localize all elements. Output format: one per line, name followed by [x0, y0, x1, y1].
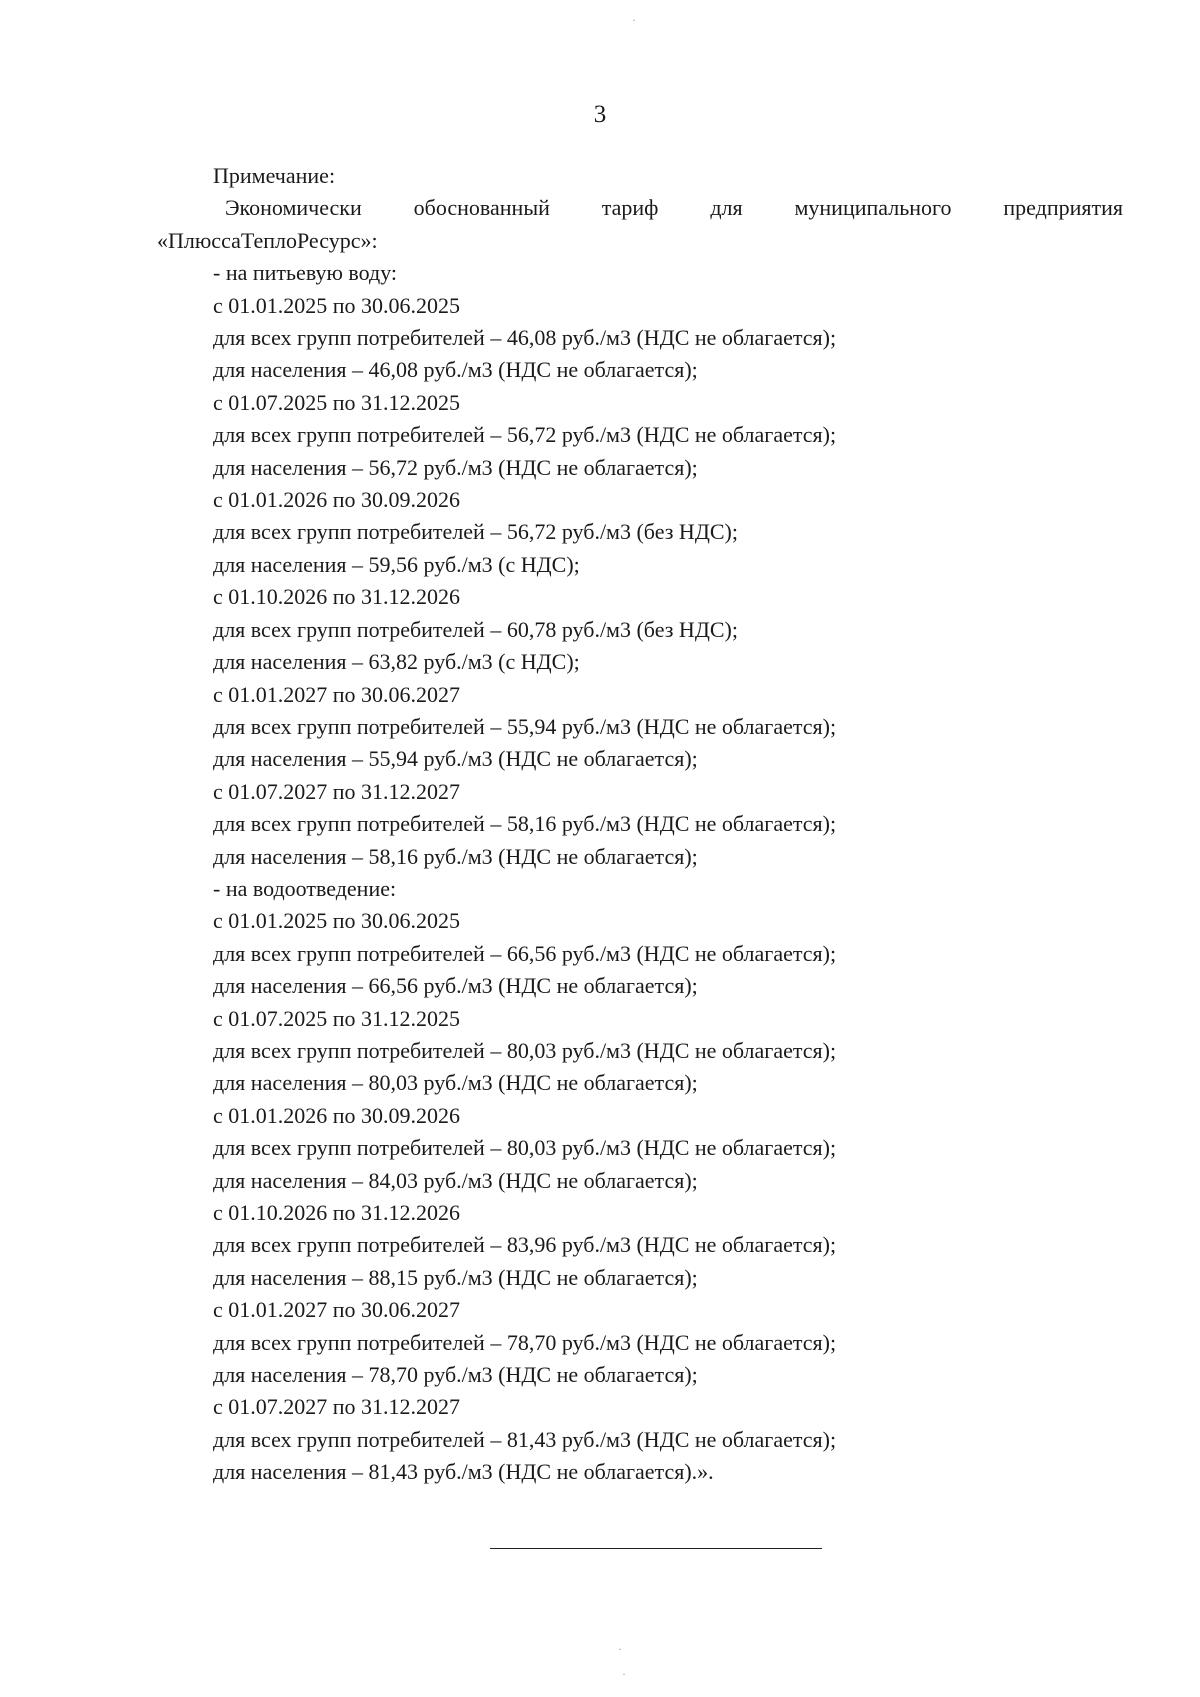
tariff-period: с 01.10.2026 по 31.12.2026: [213, 584, 461, 610]
tariff-population: для населения – 56,72 руб./м3 (НДС не облагается);: [213, 454, 698, 480]
tariff-population: для населения – 58,16 руб./м3 (НДС не облагается);: [213, 843, 698, 869]
tariff-population: для населения – 63,82 руб./м3 (с НДС);: [213, 649, 580, 675]
tariff-population: для населения – 81,43 руб./м3 (НДС не облагается).».: [213, 1459, 714, 1485]
tariff-period: с 01.07.2025 по 31.12.2025: [213, 1005, 461, 1031]
tariff-period: с 01.07.2027 по 31.12.2027: [213, 1394, 461, 1420]
tariff-population: для населения – 84,03 руб./м3 (НДС не облагается);: [213, 1167, 698, 1193]
tariff-all-groups: для всех групп потребителей – 46,08 руб./м3 (НДС не облагается);: [213, 325, 837, 351]
page-number: 3: [593, 101, 607, 128]
tariff-period: с 01.01.2026 по 30.09.2026: [213, 487, 461, 513]
intro-word: тариф: [601, 195, 659, 221]
tariff-period: с 01.07.2025 по 31.12.2025: [213, 389, 461, 415]
scan-speck: ·: [622, 1667, 626, 1681]
tariff-population: для населения – 46,08 руб./м3 (НДС не облагается);: [213, 357, 698, 383]
intro-word: муниципального: [794, 195, 952, 221]
tariff-period: с 01.01.2027 по 30.06.2027: [213, 1297, 461, 1323]
tariff-all-groups: для всех групп потребителей – 80,03 руб./м3 (НДС не облагается);: [213, 1037, 837, 1063]
tariff-all-groups: для всех групп потребителей – 66,56 руб./м3 (НДС не облагается);: [213, 940, 837, 966]
tariff-all-groups: для всех групп потребителей – 56,72 руб./м3 (без НДС);: [213, 519, 738, 545]
tariff-period: с 01.01.2026 по 30.09.2026: [213, 1102, 461, 1128]
tariff-all-groups: для всех групп потребителей – 55,94 руб./м3 (НДС не облагается);: [213, 713, 837, 739]
tariff-all-groups: для всех групп потребителей – 80,03 руб./м3 (НДС не облагается);: [213, 1135, 837, 1161]
scan-speck: ·: [618, 1642, 622, 1656]
tariff-period: с 01.01.2025 по 30.06.2025: [213, 908, 461, 934]
tariff-population: для населения – 80,03 руб./м3 (НДС не облагается);: [213, 1070, 698, 1096]
tariff-period: с 01.10.2026 по 31.12.2026: [213, 1200, 461, 1225]
tariff-all-groups: для всех групп потребителей – 60,78 руб./м3 (без НДС);: [213, 616, 738, 642]
tariff-population: для населения – 55,94 руб./м3 (НДС не облагается);: [213, 746, 698, 772]
tariff-population: для населения – 78,70 руб./м3 (НДС не облагается);: [213, 1362, 698, 1388]
section-wastewater: [157, 873, 1123, 1489]
tariff-all-groups: для всех групп потребителей – 81,43 руб./м3 (НДС не облагается);: [213, 1426, 837, 1452]
intro-word: обоснованный: [413, 195, 550, 221]
tariff-population: для населения – 59,56 руб./м3 (с НДС);: [213, 551, 580, 577]
intro-word: Экономически: [225, 195, 362, 221]
tariff-all-groups: для всех групп потребителей – 83,96 руб./м3 (НДС не облагается);: [213, 1232, 837, 1258]
intro-continuation: «ПлюссаТеплоРесурс»:: [157, 227, 378, 253]
scan-speck: ·: [632, 13, 636, 27]
intro-word: для: [710, 195, 743, 221]
section-drinking-water: [157, 257, 1123, 873]
document-body: [157, 160, 1123, 1489]
tariff-period: с 01.01.2025 по 30.06.2025: [213, 292, 461, 318]
tariff-all-groups: для всех групп потребителей – 78,70 руб./м3 (НДС не облагается);: [213, 1329, 837, 1355]
tariff-population: для населения – 66,56 руб./м3 (НДС не облагается);: [213, 973, 698, 999]
closing-rule: [490, 1548, 822, 1549]
intro-line: [157, 192, 1123, 224]
tariff-all-groups: для всех групп потребителей – 58,16 руб./м3 (НДС не облагается);: [213, 811, 837, 837]
intro-word: предприятия: [1003, 195, 1123, 221]
tariff-all-groups: для всех групп потребителей – 56,72 руб./м3 (НДС не облагается);: [213, 422, 837, 448]
tariff-period: с 01.07.2027 по 31.12.2027: [213, 778, 461, 804]
section-heading: - на питьевую воду:: [213, 260, 398, 286]
tariff-population: для населения – 88,15 руб./м3 (НДС не облагается);: [213, 1264, 698, 1290]
note-heading: Примечание:: [213, 163, 336, 188]
section-heading: - на водоотведение:: [213, 875, 397, 901]
tariff-period: с 01.01.2027 по 30.06.2027: [213, 681, 461, 707]
